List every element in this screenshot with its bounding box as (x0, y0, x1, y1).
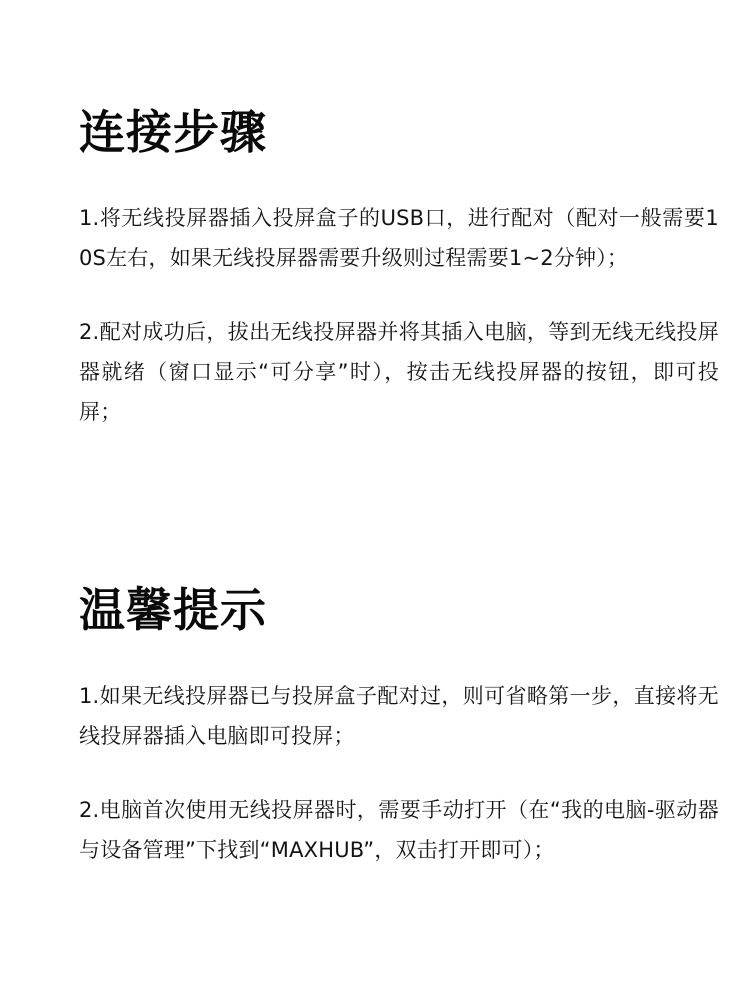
connection-steps-title: 连接步骤 (79, 105, 267, 159)
tips-title: 温馨提示 (79, 583, 267, 637)
tip-2: 2.电脑首次使用无线投屏器时，需要手动打开（在“我的电脑-驱动器与设备管理”下找到“MAXHUB”，双击打开即可）； (79, 798, 719, 862)
tips-section (79, 582, 719, 870)
tip-1: 1.如果无线投屏器已与投屏盒子配对过，则可省略第一步，直接将无线投屏器插入电脑即可投屏； (79, 684, 719, 748)
connection-step-2: 2.配对成功后，拔出无线投屏器并将其插入电脑，等到无线无线投屏器就绪（窗口显示“可分享”时），按击无线投屏器的按钮，即可投屏； (79, 320, 719, 424)
connection-step-1: 1.将无线投屏器插入投屏盒子的USB口，进行配对（配对一般需要10S左右，如果无线投屏器需要升级则过程需要1~2分钟）； (79, 206, 719, 270)
connection-steps-section (79, 104, 719, 432)
